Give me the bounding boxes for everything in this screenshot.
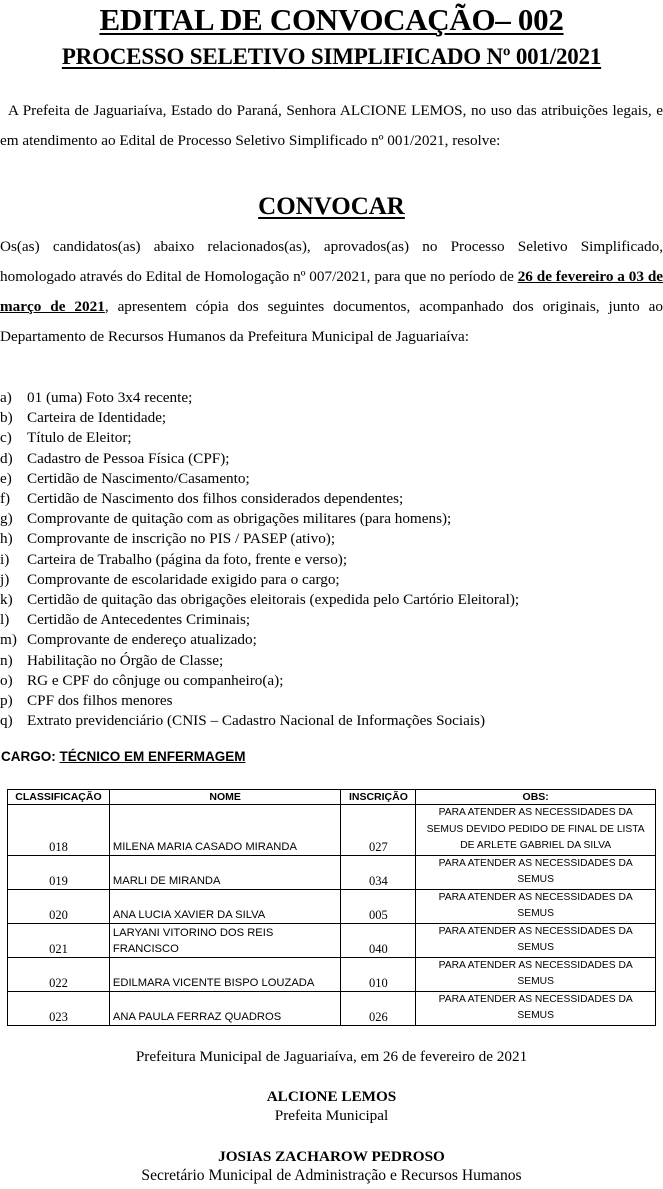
table-row: [8, 957, 656, 991]
document-item: [0, 671, 663, 691]
convocar-heading: CONVOCAR: [258, 193, 405, 220]
place-date: Prefeitura Municipal de Jaguariaíva, em 26 de fevereiro de 2021: [135, 1048, 528, 1065]
document-item-text: RG e CPF do cônjuge ou companheiro(a);: [27, 671, 284, 689]
cargo-line: [1, 748, 246, 766]
cell-inscricao: 034: [341, 855, 416, 889]
document-item-text: Certidão de Antecedentes Criminais;: [27, 611, 251, 629]
header-obs: OBS:: [416, 790, 656, 805]
cell-nome: LARYANI VITORINO DOS REIS FRANCISCO: [109, 923, 341, 957]
document-item-letter: a): [0, 389, 12, 406]
document-item-text: Extrato previdenciário (CNIS – Cadastro Nacional de Informações Sociais): [27, 712, 486, 730]
document-item-text: Comprovante de quitação com as obrigações militares (para homens);: [27, 510, 452, 528]
signer1-name: ALCIONE LEMOS: [266, 1088, 397, 1105]
cell-nome: EDILMARA VICENTE BISPO LOUZADA: [109, 957, 341, 991]
document-item: [0, 529, 663, 549]
document-item-text: Carteira de Identidade;: [27, 409, 167, 427]
document-item-text: 01 (uma) Foto 3x4 recente;: [27, 389, 193, 406]
cell-nome: ANA LUCIA XAVIER DA SILVA: [109, 889, 341, 923]
document-item: [0, 449, 663, 469]
document-item-letter: n): [0, 651, 13, 669]
document-item-letter: c): [0, 429, 12, 447]
document-item: [0, 630, 663, 650]
document-item: [0, 590, 663, 610]
document-subtitle: PROCESSO SELETIVO SIMPLIFICADO Nº 001/2021: [61, 44, 602, 69]
cell-inscricao: 026: [341, 991, 416, 1025]
cell-inscricao: 005: [341, 889, 416, 923]
convocation-text-before: Os(as) candidatos(as) abaixo relacionados(as), aprovados(as) no Processo Seletivo Simplificado, homologado através do Edital de Homologação nº 007/2021, para que no período de: [0, 238, 663, 285]
document-item-text: CPF dos filhos menores: [27, 692, 173, 710]
table-row: [8, 855, 656, 889]
document-item-letter: o): [0, 671, 13, 689]
cell-classificacao: 023: [8, 991, 110, 1025]
document-item: [0, 489, 663, 509]
document-item-letter: f): [0, 490, 11, 508]
cell-inscricao: 040: [341, 923, 416, 957]
document-item: [0, 509, 663, 529]
document-item-text: Comprovante de escolaridade exigido para o cargo;: [27, 570, 340, 588]
table-row: [8, 923, 656, 957]
table-row: [8, 805, 656, 856]
document-item-text: Certidão de Nascimento/Casamento;: [27, 469, 250, 487]
document-item: [0, 651, 663, 671]
cell-obs: PARA ATENDER AS NECESSIDADES DA SEMUS: [416, 991, 656, 1025]
document-item-text: Certidão de Nascimento dos filhos considerados dependentes;: [27, 490, 404, 508]
document-item-text: Comprovante de endereço atualizado;: [27, 631, 257, 649]
cell-obs: PARA ATENDER AS NECESSIDADES DA SEMUS: [416, 889, 656, 923]
cell-obs: PARA ATENDER AS NECESSIDADES DA SEMUS: [416, 957, 656, 991]
header-nome: NOME: [109, 790, 341, 805]
convocation-period: 26 de fevereiro a 03 de março de 2021: [0, 268, 663, 315]
document-item-letter: p): [0, 692, 13, 710]
convocation-paragraph: [0, 232, 663, 352]
cell-classificacao: 018: [8, 805, 110, 856]
signer1-role: Prefeita Municipal: [274, 1107, 389, 1124]
document-item: [0, 610, 663, 630]
documents-list: [0, 388, 663, 731]
document-item-letter: k): [0, 591, 13, 609]
signer2-name: JOSIAS ZACHAROW PEDROSO: [218, 1148, 445, 1165]
table-row: [8, 991, 656, 1025]
document-item-text: Comprovante de inscrição no PIS / PASEP (ativo);: [27, 530, 336, 548]
cell-inscricao: 027: [341, 805, 416, 856]
document-item-text: Carteira de Trabalho (página da foto, frente e verso);: [27, 550, 348, 568]
document-item: [0, 550, 663, 570]
document-item: [0, 408, 663, 428]
table-header-row: [8, 790, 656, 805]
document-item: [0, 711, 663, 731]
document-item-letter: b): [0, 409, 13, 427]
cell-nome: MARLI DE MIRANDA: [109, 855, 341, 889]
document-item-letter: m): [0, 631, 17, 649]
document-item-letter: e): [0, 469, 12, 487]
cell-nome: MILENA MARIA CASADO MIRANDA: [109, 805, 341, 856]
cell-nome: ANA PAULA FERRAZ QUADROS: [109, 991, 341, 1025]
cell-inscricao: 010: [341, 957, 416, 991]
cell-classificacao: 019: [8, 855, 110, 889]
cargo-label: CARGO:: [1, 749, 56, 764]
document-item-text: Habilitação no Órgão de Classe;: [27, 651, 224, 669]
cell-classificacao: 022: [8, 957, 110, 991]
convocation-text-after: , apresentem cópia dos seguintes documentos, acompanhado dos originais, junto ao Departamento de Recursos Humanos da Prefeitura Municipal de Jaguariaíva:: [0, 298, 663, 345]
header-classificacao: CLASSIFICAÇÃO: [8, 790, 110, 805]
document-title: EDITAL DE CONVOCAÇÃO– 002: [99, 2, 564, 37]
document-item-letter: l): [0, 611, 10, 629]
header-inscricao: INSCRIÇÃO: [341, 790, 416, 805]
document-item-letter: d): [0, 449, 13, 467]
document-item-letter: q): [0, 712, 13, 730]
document-item-letter: h): [0, 530, 13, 548]
document-item-text: Certidão de quitação das obrigações eleitorais (expedida pelo Cartório Eleitoral);: [27, 591, 520, 609]
cell-obs: PARA ATENDER AS NECESSIDADES DA SEMUS DEVIDO PEDIDO DE FINAL DE LISTA DE ARLETE GABRIEL DA SILVA: [416, 805, 656, 856]
document-item: [0, 388, 663, 408]
document-item: [0, 691, 663, 711]
cell-obs: PARA ATENDER AS NECESSIDADES DA SEMUS: [416, 923, 656, 957]
intro-text: A Prefeita de Jaguariaíva, Estado do Paraná, Senhora ALCIONE LEMOS, no uso das atribuições legais, e em atendimento ao Edital de Processo Seletivo Simplificado nº 001/2021, resolve:: [0, 102, 663, 149]
candidates-table: [7, 789, 656, 1026]
document-item-letter: i): [0, 550, 10, 568]
document-item-letter: g): [0, 510, 13, 528]
cell-obs: PARA ATENDER AS NECESSIDADES DA SEMUS: [416, 855, 656, 889]
cargo-value: TÉCNICO EM ENFERMAGEM: [59, 749, 246, 764]
cell-classificacao: 021: [8, 923, 110, 957]
table-row: [8, 889, 656, 923]
cell-classificacao: 020: [8, 889, 110, 923]
signer2-role: Secretário Municipal de Administração e Recursos Humanos: [141, 1167, 522, 1184]
intro-paragraph: [0, 96, 663, 156]
document-item-text: Cadastro de Pessoa Física (CPF);: [27, 449, 230, 467]
document-item-text: Título de Eleitor;: [27, 429, 132, 447]
document-item: [0, 469, 663, 489]
document-item-letter: j): [0, 570, 10, 588]
document-item: [0, 428, 663, 448]
document-item: [0, 570, 663, 590]
